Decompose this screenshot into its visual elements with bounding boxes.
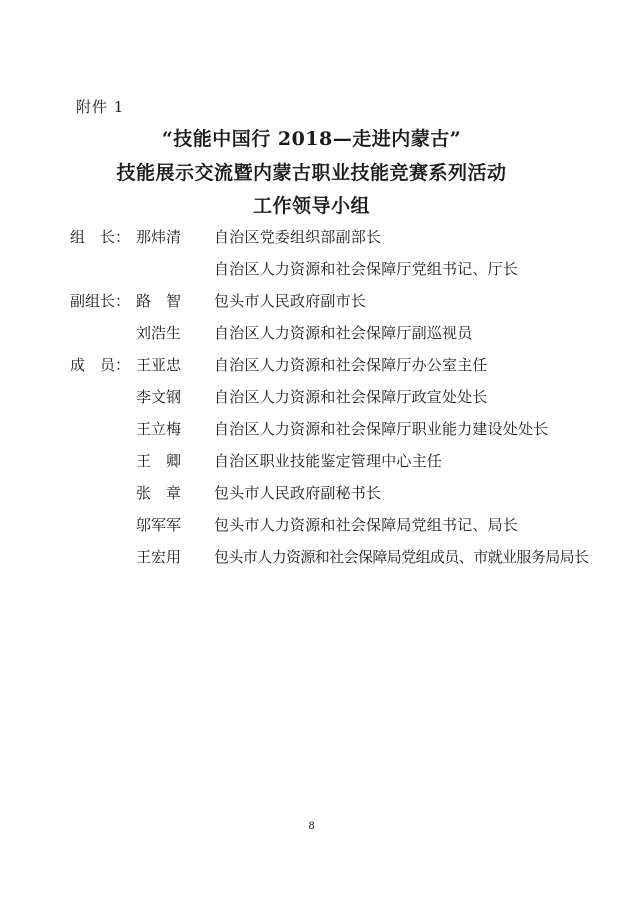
member-name: 李文钢 (136, 388, 182, 406)
member-row (0, 450, 623, 474)
member-post: 自治区人力资源和社会保障厅政宣处处长 (214, 388, 488, 406)
member-role: 成 员： (70, 356, 131, 374)
member-post: 包头市人民政府副秘书长 (214, 484, 382, 502)
member-row (0, 418, 623, 442)
member-row (0, 322, 623, 346)
attachment-label: 附件 1 (76, 98, 125, 116)
member-name: 王亚忠 (136, 356, 182, 374)
member-row (0, 354, 623, 378)
member-role: 副组长： (70, 292, 131, 310)
member-post: 自治区人力资源和社会保障厅办公室主任 (214, 356, 488, 374)
title-line-1: “技能中国行 2018—走进内蒙古” (161, 128, 462, 150)
member-name: 刘浩生 (136, 324, 182, 342)
member-name: 路 智 (136, 292, 182, 310)
member-row (0, 546, 623, 570)
member-row (0, 258, 623, 282)
member-name: 王宏用 (136, 548, 182, 566)
member-name: 王 卿 (136, 452, 182, 470)
member-row (0, 482, 623, 506)
member-row (0, 386, 623, 410)
member-post: 包头市人力资源和社会保障局党组成员、市就业服务局局长 (214, 548, 589, 566)
member-post: 自治区人力资源和社会保障厅党组书记、厅长 (214, 260, 519, 278)
member-role: 组 长： (70, 228, 131, 246)
member-name: 那炜清 (136, 228, 182, 246)
member-post: 自治区职业技能鉴定管理中心主任 (214, 452, 443, 470)
member-post: 包头市人民政府副市长 (214, 292, 367, 310)
member-name: 王立梅 (136, 420, 182, 438)
member-post: 自治区人力资源和社会保障厅副巡视员 (214, 324, 473, 342)
member-post: 自治区人力资源和社会保障厅职业能力建设处处长 (214, 420, 549, 438)
member-name: 邬军军 (136, 516, 182, 534)
member-row (0, 226, 623, 250)
title-line-2: 技能展示交流暨内蒙古职业技能竞赛系列活动 (116, 162, 507, 184)
member-name: 张 章 (136, 484, 182, 502)
member-row (0, 514, 623, 538)
member-post: 自治区党委组织部副部长 (214, 228, 382, 246)
title-line-3: 工作领导小组 (252, 195, 370, 217)
member-row (0, 290, 623, 314)
member-post: 包头市人力资源和社会保障局党组书记、局长 (214, 516, 519, 534)
page-number: 8 (308, 821, 315, 832)
